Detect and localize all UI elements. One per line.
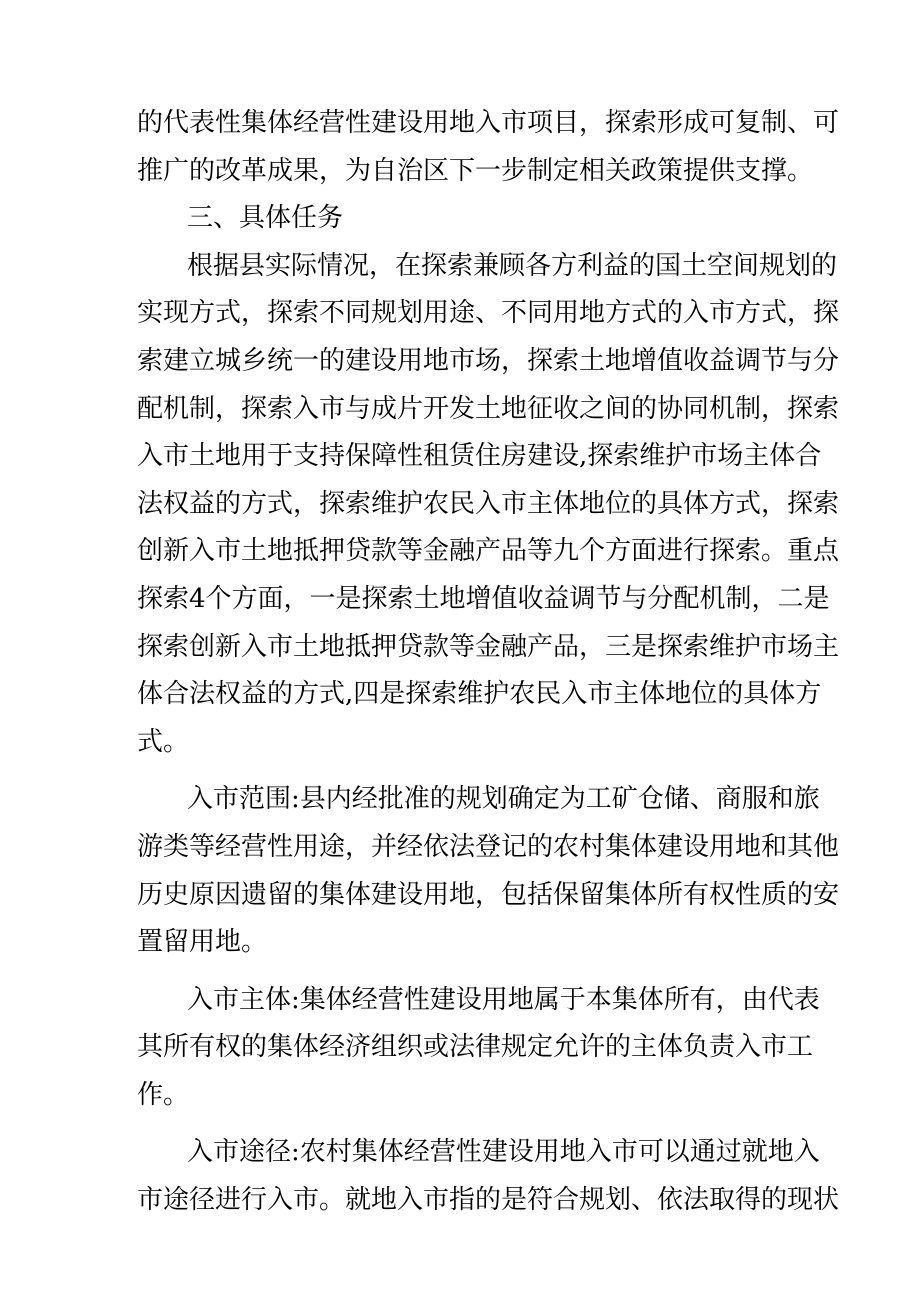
- heading-text: 三、具体任务: [187, 203, 344, 234]
- text-line: 创新入市土地抵押贷款等金融产品等九个方面进行探索。重点: [137, 536, 840, 567]
- text-line: 入市土地用于支持保障性租赁住房建设,探索维护市场主体合: [137, 441, 822, 472]
- text-line: 历史原因遗留的集体建设用地，包括保留集体所有权性质的安: [137, 879, 840, 910]
- text-line: 根据县实际情况，在探索兼顾各方利益的国土空间规划的: [187, 250, 838, 281]
- text-line: 市途径进行入市。就地入市指的是符合规划、依法取得的现状: [137, 1185, 840, 1216]
- section-heading: [137, 195, 791, 243]
- paragraph-scope: [137, 776, 840, 966]
- text-line: 体合法权益的方式,四是探索维护农民入市主体地位的具体方: [137, 679, 822, 710]
- text-line: 推广的改革成果，为自治区下一步制定相关政策提供支撑。: [137, 155, 814, 186]
- paragraph-intro: [137, 100, 840, 195]
- text-line: 探索创新入市土地抵押贷款等金融产品，三是探索维护市场主: [137, 631, 840, 662]
- text-line: 入市范围:县内经批准的规划确定为工矿仓储、商服和旅: [187, 784, 820, 815]
- text-line: 式。: [137, 726, 190, 757]
- text-line: 的代表性集体经营性建设用地入市项目，探索形成可复制、可: [137, 108, 840, 138]
- text-line: 置留用地。: [137, 927, 268, 958]
- paragraph-tasks: [137, 243, 840, 767]
- text-line: 入市途径:农村集体经营性建设用地入市可以通过就地入: [187, 1137, 820, 1168]
- text-line: 作。: [137, 1079, 190, 1110]
- paragraph-route: [137, 1129, 840, 1224]
- text-line: 游类等经营性用途，并经依法登记的农村集体建设用地和其他: [137, 831, 840, 862]
- text-line: 其所有权的集体经济组织或法律规定允许的主体负责入市工: [137, 1032, 814, 1063]
- text-line: 实现方式，探索不同规划用途、不同用地方式的入市方式，探: [137, 298, 840, 329]
- text-line: 索建立城乡统一的建设用地市场，探索土地增值收益调节与分: [137, 345, 840, 376]
- document-body: [137, 100, 840, 1225]
- text-line: 法权益的方式，探索维护农民入市主体地位的具体方式，探索: [137, 488, 840, 519]
- text-line: 入市主体:集体经营性建设用地属于本集体所有，由代表: [187, 984, 820, 1015]
- text-line: 探索4个方面，一是探索土地增值收益调节与分配机制，二是: [137, 583, 830, 614]
- paragraph-subject: [137, 977, 820, 1120]
- text-line: 配机制，探索入市与成片开发土地征收之间的协同机制，探索: [137, 393, 840, 424]
